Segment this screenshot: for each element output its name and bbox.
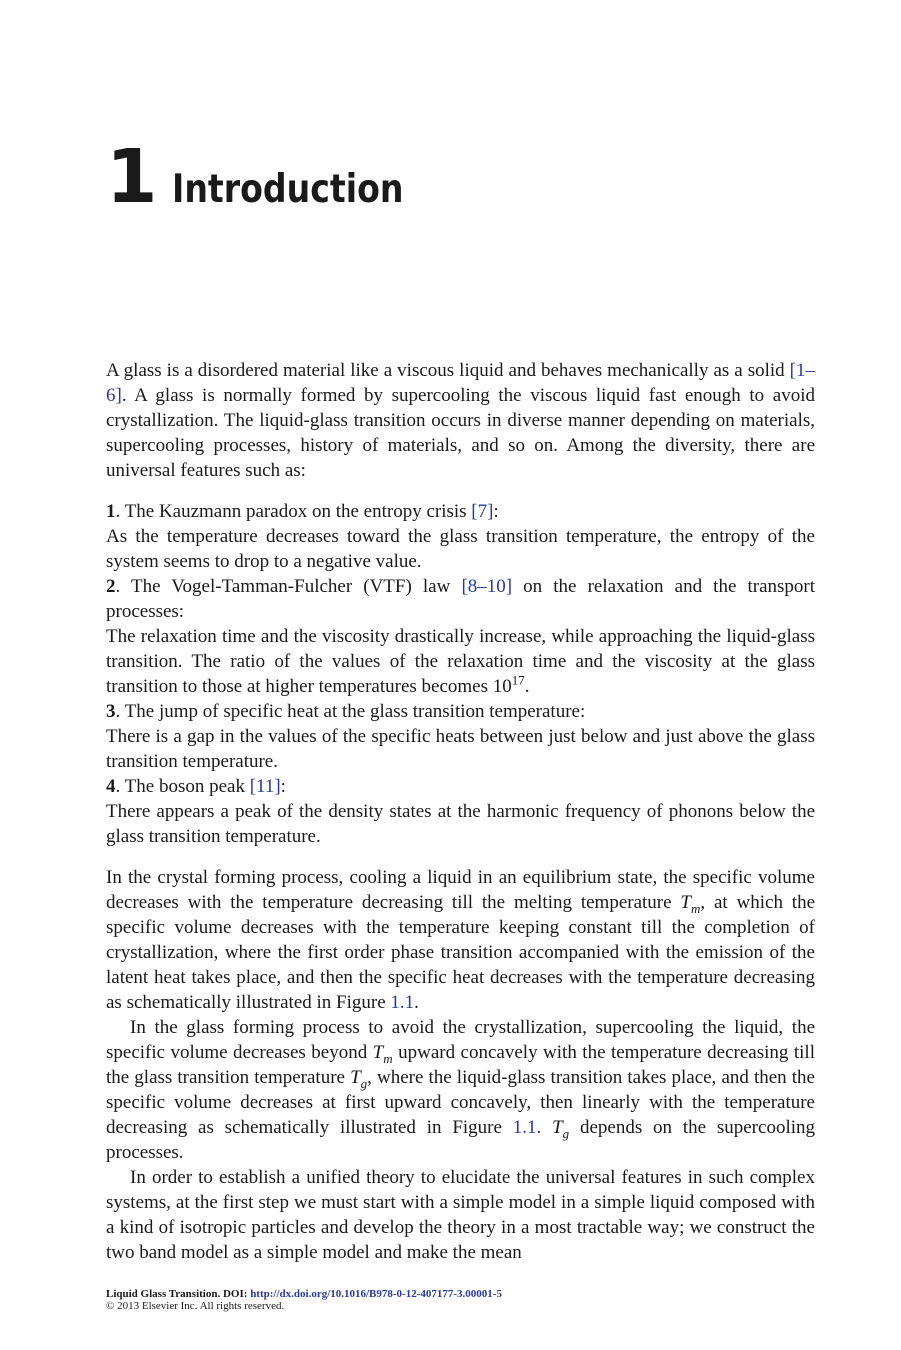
chapter-heading xyxy=(106,134,444,220)
doi-link[interactable]: http://dx.doi.org/10.1016/B978-0-12-407177-3.00001-5 xyxy=(250,1288,502,1300)
paragraph-text: In the crystal forming process, cooling a liquid in an equilibrium state, the specific volume decreases with the temperature decreasing till the melting temperature xyxy=(106,867,815,913)
chapter-title: Introduction xyxy=(171,167,403,212)
symbol-subscript: g xyxy=(562,1125,570,1141)
page-footer xyxy=(106,1288,815,1312)
item-title-end: : xyxy=(493,501,499,522)
symbol-subscript: m xyxy=(383,1050,393,1066)
item-description: There appears a peak of the density states at the harmonic frequency of phonons below the glass transition temperature. xyxy=(106,801,815,847)
symbol-subscript: m xyxy=(690,900,701,916)
paragraph-text: upward concavely with the temperature decreasing till the glass transition temperature xyxy=(106,1042,815,1088)
item-number: 3 xyxy=(106,701,116,722)
paragraph-text: , at which the specific volume decreases with the temperature keeping constant till the completion of crystallization, where the first order phase transition accompanied with the emission of the latent heat takes place, and then the specific heat decreases with the temperature decreasing as schematically illustrated in Figure xyxy=(106,892,816,1013)
citation-link[interactable]: [8–10] xyxy=(461,576,513,597)
item-title: . The Vogel-Tamman-Fulcher (VTF) law xyxy=(115,576,462,597)
item-title-end: : xyxy=(280,776,286,797)
item-description xyxy=(106,624,815,699)
exponent: 17 xyxy=(511,672,525,688)
citation-link[interactable]: [7] xyxy=(471,501,494,522)
intro-text: A glass is a disordered material like a viscous liquid and behaves mechanically as a solid xyxy=(106,360,790,381)
chapter-number: 1 xyxy=(106,134,156,220)
item-number: 2 xyxy=(106,576,116,597)
list-item xyxy=(106,774,815,849)
intro-text: . A glass is normally formed by supercooling the viscous liquid fast enough to avoid crystallization. The liquid-glass transition occurs in diverse manner depending on materials, supercooling processes, history of materials, and so on. Among the diversity, there are universal features such as: xyxy=(106,385,815,481)
item-description-end: . xyxy=(524,676,530,697)
paragraph-text: depends on the supercooling processes. xyxy=(106,1117,815,1163)
symbol: T xyxy=(680,892,691,913)
paragraph-text: , where the liquid-glass transition takes place, and then the specific volume decreases at first upward concavely, then linearly with the temperature decreasing as schematically illustrated in Figure xyxy=(106,1067,815,1138)
item-description: There is a gap in the values of the specific heats between just below and just above the glass transition temperature. xyxy=(106,726,815,772)
symbol: T xyxy=(372,1042,384,1063)
item-number: 1 xyxy=(106,501,116,522)
citation-link[interactable]: [1–6] xyxy=(106,360,815,406)
symbol: T xyxy=(350,1067,361,1088)
item-description: As the temperature decreases toward the glass transition temperature, the entropy of the system seems to drop to a negative value. xyxy=(106,526,815,572)
footer-doi-line xyxy=(106,1288,815,1300)
symbol: T xyxy=(552,1117,563,1138)
paragraph-crystal-forming xyxy=(106,865,815,1015)
body-text xyxy=(106,358,815,1265)
figure-link[interactable]: 1.1 xyxy=(512,1117,537,1138)
symbol-subscript: g xyxy=(360,1075,368,1091)
features-list xyxy=(106,499,815,849)
item-description-text: The relaxation time and the viscosity drastically increase, while approaching the liquid-glass transition. The ratio of the values of the relaxation time and the viscosity at the glass transition to those at higher temperatures becomes 10 xyxy=(106,626,815,697)
doi-label: DOI: xyxy=(220,1288,251,1300)
list-item xyxy=(106,499,815,574)
paragraph-text: . xyxy=(536,1117,553,1138)
list-item xyxy=(106,574,815,699)
copyright-notice: © 2013 Elsevier Inc. All rights reserved. xyxy=(106,1300,285,1312)
citation-link[interactable]: [11] xyxy=(249,776,281,797)
item-title: . The Kauzmann paradox on the entropy crisis xyxy=(115,501,472,522)
item-title: . The boson peak xyxy=(115,776,250,797)
item-title-end: on the relaxation and the transport processes: xyxy=(106,576,816,622)
item-number: 4 xyxy=(106,776,116,797)
intro-paragraph xyxy=(106,358,815,483)
paragraph-glass-forming xyxy=(106,1015,815,1165)
figure-link[interactable]: 1.1 xyxy=(390,992,415,1013)
paragraph-text: In the glass forming process to avoid the crystallization, supercooling the liquid, the specific volume decreases beyond xyxy=(106,1017,815,1063)
list-item xyxy=(106,699,815,774)
paragraph-text: . xyxy=(414,992,419,1013)
book-title: Liquid Glass Transition. xyxy=(106,1288,221,1300)
item-title: . The jump of specific heat at the glass transition temperature: xyxy=(115,701,586,722)
paragraph-unified-theory: In order to establish a unified theory to elucidate the universal features in such complex systems, at the first step we must start with a simple model in a simple liquid composed with a kind of isotropic particles and develop the theory in a most tractable way; we construct the two band model as a simple model and make the mean xyxy=(106,1167,815,1263)
